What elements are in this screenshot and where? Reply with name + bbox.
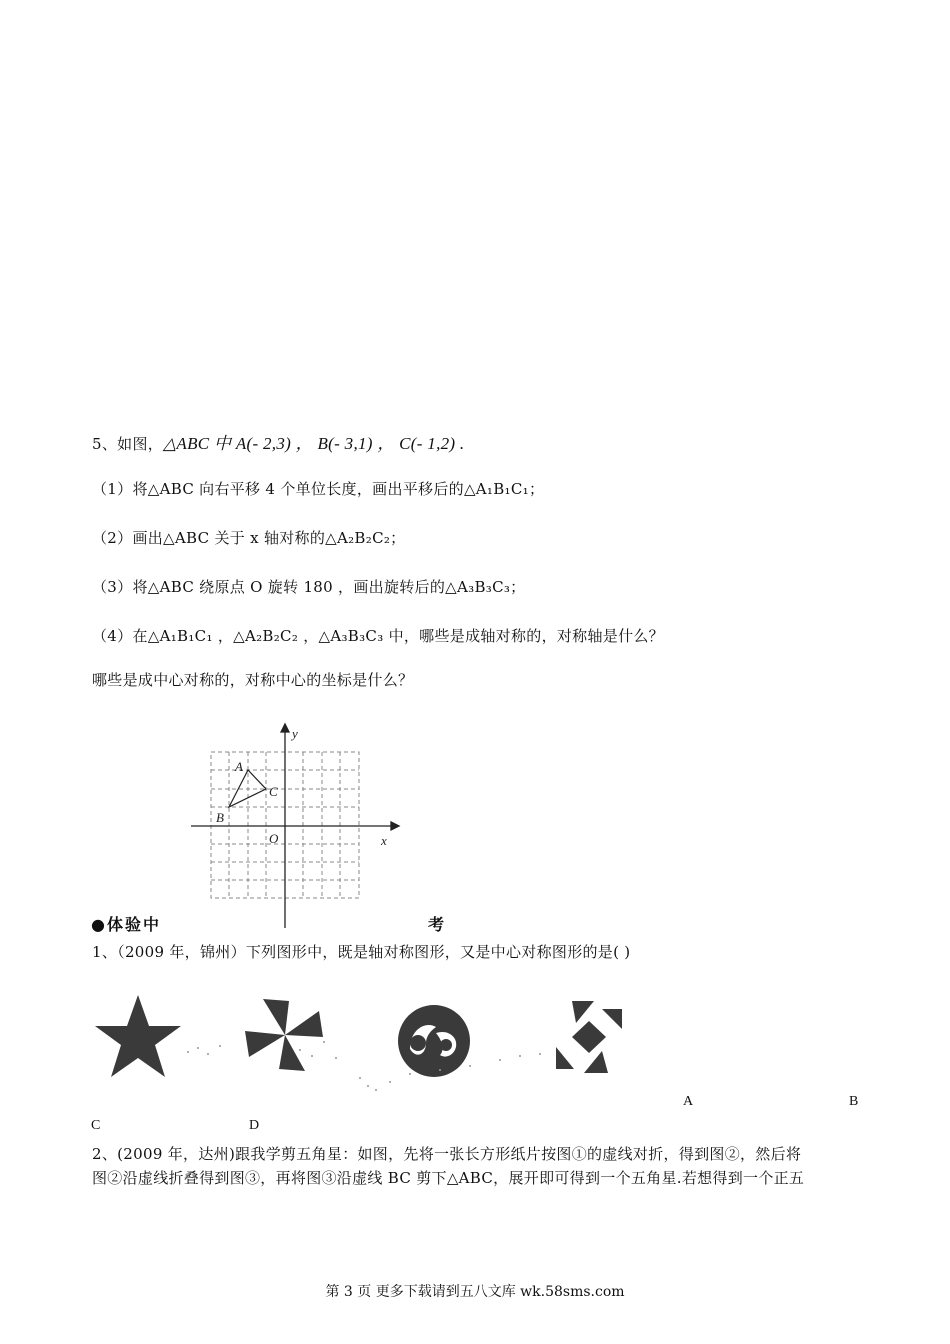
section-title-left: 体验中: [106, 915, 161, 934]
question1-text: 1、（2009 年，锦州）下列图形中，既是轴对称图形，又是中心对称图形的是( ): [92, 943, 631, 961]
option-a-label: A: [683, 1094, 694, 1109]
bullet-icon: ●: [91, 915, 107, 934]
problem5-intro-prefix: 5、如图，: [92, 435, 164, 453]
decorative-dots: [180, 1030, 580, 1110]
label-b: B: [216, 810, 224, 825]
option-d-label: D: [249, 1118, 260, 1133]
question2-line2: 图②沿虚线折叠得到图③，再将图③沿虚线 BC 剪下△ABC，展开即可得到一个五角星.若想得到一个正五: [92, 1169, 805, 1187]
problem5-q1: （1）将△ABC 向右平移 4 个单位长度，画出平移后的△A₁B₁C₁；: [92, 480, 545, 498]
label-o: O: [269, 831, 279, 846]
label-c: C: [269, 784, 278, 799]
label-a: A: [235, 759, 243, 774]
option-c-label: C: [91, 1118, 101, 1133]
label-y: y: [292, 726, 298, 741]
problem5-q4: （4）在△A₁B₁C₁ ，△A₂B₂C₂ ，△A₃B₃C₃ 中，哪些是成轴对称的，对称轴是什么？: [92, 627, 664, 645]
problem5-q2: （2）画出△ABC 关于 x 轴对称的△A₂B₂C₂；: [92, 529, 406, 547]
problem5-q3: （3）将△ABC 绕原点 O 旋转 180 ，画出旋转后的△A₃B₃C₃；: [92, 578, 526, 596]
problem5-q5: 哪些是成中心对称的，对称中心的坐标是什么？: [92, 671, 414, 689]
question2-line1: 2、(2009 年，达州)跟我学剪五角星：如图，先将一张长方形纸片按图①的虚线对折，得到图②，然后将: [92, 1145, 802, 1163]
label-x: x: [381, 833, 387, 848]
section-title-right: 考: [428, 915, 447, 934]
problem5-intro: [92, 429, 465, 454]
coordinate-grid-figure: [185, 722, 405, 928]
section-heading: [91, 912, 161, 935]
five-pointed-star-figure: [93, 993, 183, 1079]
page-footer: 第 3 页 更多下载请到五八文库 wk.58sms.com: [325, 1284, 625, 1300]
problem5-intro-math: △ABC 中 A(- 2,3) ， B(- 3,1) ， C(- 1,2) .: [163, 434, 465, 453]
axes: [191, 724, 399, 928]
option-b-label: B: [849, 1094, 859, 1109]
